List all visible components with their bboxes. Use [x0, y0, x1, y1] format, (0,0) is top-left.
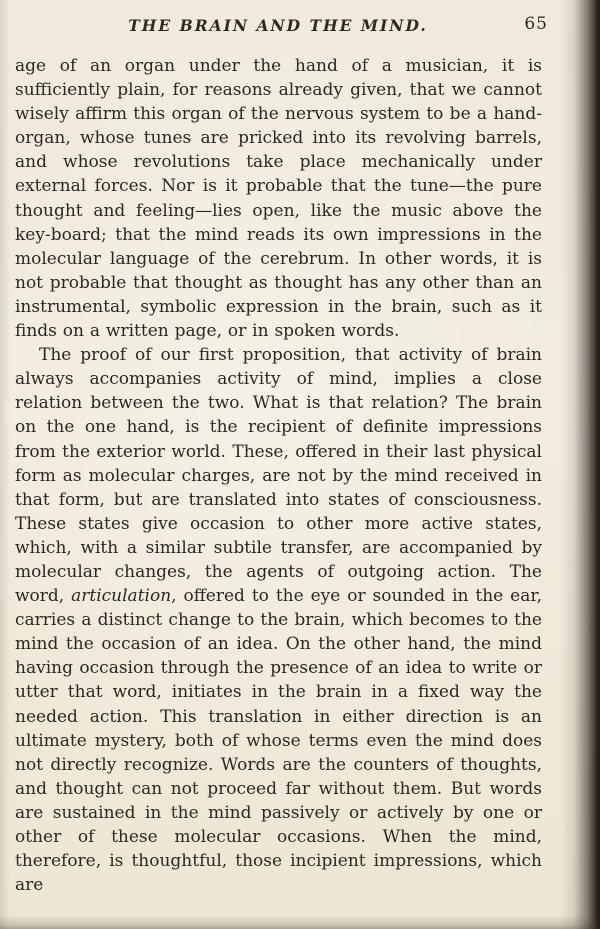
page-bottom-shadow — [0, 915, 600, 929]
page-header — [16, 14, 548, 42]
paragraph-1-text: age of an organ under the hand of a musician, it is sufficiently plain, for reasons already given, that we cannot wisely affirm this organ of the nervous system to be a hand-organ, whose tunes are pricked into its revolving barrels, and whose revolutions take place mechanically under external forces. Nor is it probable that the tune—the pure thought and feeling—lies open, like the music above the key-board; that the mind reads its own impressions in the molecular language of the cerebrum. In other words, it is not probable that thought as thought has any other than an instrumental, symbolic expression in the brain, such as it finds on a written page, or in spoken words. — [15, 56, 542, 342]
paragraph-1 — [15, 54, 542, 343]
page-number: 65 — [524, 14, 548, 34]
page-edge-shadow — [560, 0, 600, 929]
body-text — [15, 54, 542, 897]
paragraph-2-part2: , offered to the eye or sounded in the ear, carries a distinct change to the brain, which becomes to the mind the occasion of an idea. On the other hand, the mind having occasion through the presence of an idea to write or utter that word, initiates in the brain in a fixed way the needed action. This translation in either direction is an ultimate mystery, both of whose terms even the mind does not directly recognize. Words are the counters of thoughts, and thought can not proceed far without them. But words are sustained in the mind passively or actively by one or other of these molecular occasions. When the mind, therefore, is thoughtful, those incipient impressions, which are — [15, 586, 542, 896]
italic-word-articulation: articulation — [71, 586, 172, 607]
page-left-shadow — [0, 0, 10, 929]
running-title: THE BRAIN AND THE MIND. — [128, 16, 428, 35]
paragraph-2-part1: The proof of our first proposition, that activity of brain always accompanies activity of mind, implies a close relation between the two. What is that relation? The brain on the one hand, is the recipient of definite impressions from the exterior world. These, offered in their last physical form as molecular charges, are not by the mind received in that form, but are translated into states of consciousness. These states give occasion to other more active states, which, with a similar subtile transfer, are accompanied by molecular changes, the agents of outgoing action. The word, — [15, 345, 542, 607]
paragraph-2 — [15, 343, 542, 897]
